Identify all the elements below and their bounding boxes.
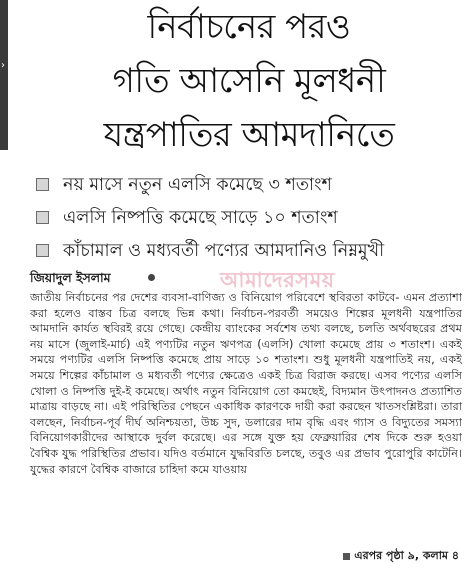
body-paragraph: জাতীয় নির্বাচনের পর দেশের ব্যবসা-বাণিজ্য ও বিনিয়োগ পরিবেশে স্থবিরতা কাটবে- এমন প্রত্যাশা করা হলেও বাস্তব চিত্র বলছে ভিন্ন কথা। নির্বাচন-পরবর্তী সময়েও শিল্পের মূলধনী যন্ত্রপাতির আমদানি কার্যত স্থবিরই রয়ে গেছে। কেন্দ্রীয় ব্যাংকের সর্বশেষ তথ্য বলছে, চলতি অর্থবছরের প্রথম নয় মাসে (জুলাই-মার্চ) এই পণ্যটির নতুন ঋণপত্র (এলসি) খোলা কমেছে প্রায় ৩ শতাংশ। একই সময়ে পণ্যটির এলসি নিষ্পত্তি কমেছে প্রায় সাড়ে ১০ শতাংশ। শুধু মূলধনী যন্ত্রপাতিই নয়, একই সময়ে শিল্পের কাঁচামাল ও মধ্যবর্তী পণ্যের ক্ষেত্রেও একই চিত্র বিরাজ করছে। এসব পণ্যের এলসি খোলা ও নিষ্পত্তি দুই-ই কমেছে। অর্থাৎ নতুন বিনিয়োগ তো কমছেই, বিদ্যমান উৎপাদনও প্রত্যাশিত মাত্রায় বাড়ছে না। এই পরিস্থিতির পেছনে একাধিক কারণকে দায়ী করা করছেন খাতসংশ্লিষ্টরা। তারা বলছেন, নির্বাচন-পূর্ব দীর্ঘ অনিশ্চয়তা, উচ্চ সুদ, ডলারের দাম বৃদ্ধি এবং গ্যাস ও বিদ্যুতের সমস্যা বিনিয়োগকারীদের আস্থাকে দুর্বল করেছে। এর সঙ্গে যুক্ত হয় ফেব্রুয়ারির শেষ দিকে শুরু হওয়া বৈশ্বিক যুদ্ধ পরিস্থিতির প্রভাব। যদিও বর্তমানে যুদ্ধবিরতি চলছে, তবুও এর প্রভাব পুরোপুরি কাটেনি। যুদ্ধের কারণে বৈশ্বিক বাজারে চাহিদা কমে যাওয়ায়	[30, 291, 462, 476]
square-bullet-icon	[36, 178, 49, 191]
square-bullet-icon	[36, 244, 49, 257]
headline-line-1: নির্বাচনের পরও	[147, 7, 351, 47]
square-bullet-icon	[36, 211, 49, 224]
subhead-text: কাঁচামাল ও মধ্যবর্তী পণ্যের আমদানিও নিম্নমুখী	[63, 241, 385, 261]
continuation-note[interactable]	[343, 547, 459, 566]
subhead-list	[36, 170, 464, 269]
page-gutter	[0, 0, 8, 150]
gutter-mark: ›	[1, 60, 5, 71]
publication-watermark: আমাদেরসময়	[220, 268, 335, 292]
subhead-item	[36, 203, 464, 236]
headline-line-2: গতি আসেনি মূলধনী	[112, 61, 386, 101]
headline-line-3: যন্ত্রপাতির আমদানিতে	[103, 115, 395, 155]
byline: জিয়াদুল ইসলাম	[30, 270, 111, 285]
subhead-item	[36, 170, 464, 203]
continuation-text: এরপর পৃষ্ঠা ৯, কলাম ৪	[354, 549, 459, 562]
subhead-text: এলসি নিষ্পত্তি কমেছে সাড়ে ১০ শতাংশ	[63, 208, 338, 228]
headline	[34, 0, 464, 162]
article-body	[30, 290, 462, 477]
byline-dot-icon	[148, 274, 155, 281]
square-marker-icon	[343, 553, 350, 560]
subhead-text: নয় মাসে নতুন এলসি কমেছে ৩ শতাংশ	[63, 175, 332, 195]
